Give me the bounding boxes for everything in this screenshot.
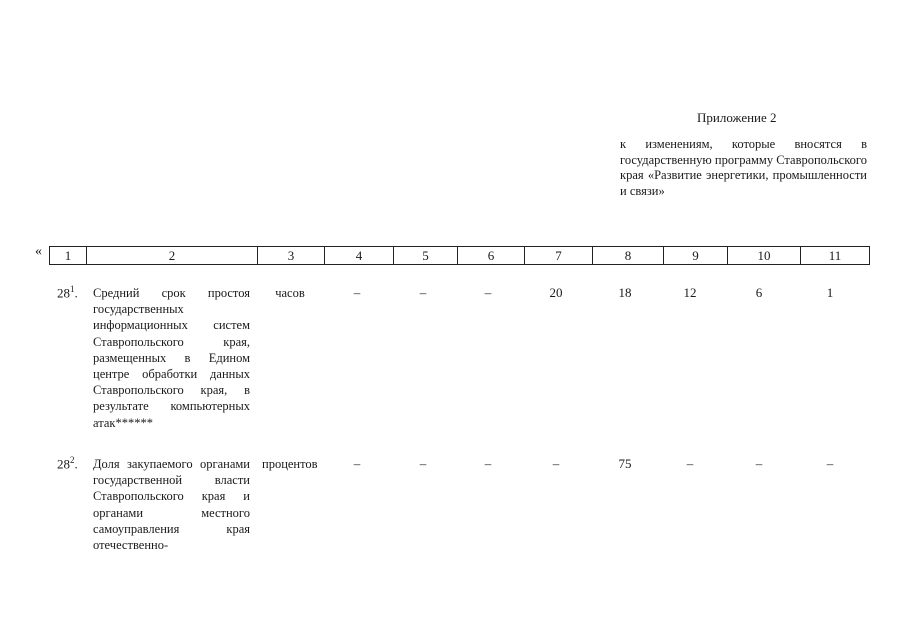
header-col-4: 4 xyxy=(325,247,394,265)
header-col-6: 6 xyxy=(458,247,525,265)
header-col-9: 9 xyxy=(664,247,728,265)
header-col-5: 5 xyxy=(394,247,458,265)
indicator-description: Средний срок простоя государственных информационных систем Ставропольского края, размещенных в Едином центре обработки данных Ставропольского края, в результате компьютерных атак****** xyxy=(93,286,250,430)
row-number xyxy=(57,284,78,301)
row-number xyxy=(57,455,78,472)
value-col-9: 12 xyxy=(683,285,697,300)
header-col-10: 10 xyxy=(728,247,801,265)
value-col-6: – xyxy=(484,285,492,300)
header-col-2: 2 xyxy=(87,247,258,265)
header-col-11: 11 xyxy=(801,247,870,265)
value-col-7: – xyxy=(552,456,560,471)
header-col-7: 7 xyxy=(525,247,593,265)
unit-of-measure: часов xyxy=(275,286,305,300)
appendix-description: к изменениям, которые вносятся в государственную программу Ставропольского края «Развитие энергетики, промышленности и связи» xyxy=(620,137,867,198)
header-col-1: 1 xyxy=(50,247,87,265)
value-col-7: 20 xyxy=(549,285,563,300)
header-col-3: 3 xyxy=(258,247,325,265)
column-number-header xyxy=(49,246,870,265)
header-row xyxy=(50,247,870,265)
row-number-base: 28 xyxy=(57,456,70,472)
value-col-6: – xyxy=(484,456,492,471)
row-number-base: 28 xyxy=(57,285,70,301)
value-col-4: – xyxy=(353,456,361,471)
value-col-5: – xyxy=(419,456,427,471)
value-col-10: 6 xyxy=(755,285,763,300)
open-quote: « xyxy=(35,244,42,259)
unit-of-measure: процентов xyxy=(262,457,318,471)
appendix-title: Приложение 2 xyxy=(697,110,777,125)
value-col-10: – xyxy=(755,456,763,471)
row-number-suffix: . xyxy=(74,456,78,472)
value-col-8: 18 xyxy=(618,285,632,300)
indicator-description: Доля закупаемого органами государственной власти Ставропольского края и органами местного самоуправления края отечественно- xyxy=(93,457,250,553)
value-col-5: – xyxy=(419,285,427,300)
value-col-4: – xyxy=(353,285,361,300)
header-col-8: 8 xyxy=(593,247,664,265)
row-number-superscript: 1 xyxy=(70,284,75,294)
value-col-11: – xyxy=(826,456,834,471)
value-col-11: 1 xyxy=(826,285,834,300)
row-number-superscript: 2 xyxy=(70,455,75,465)
row-number-suffix: . xyxy=(74,285,78,301)
value-col-9: – xyxy=(686,456,694,471)
value-col-8: 75 xyxy=(618,456,632,471)
